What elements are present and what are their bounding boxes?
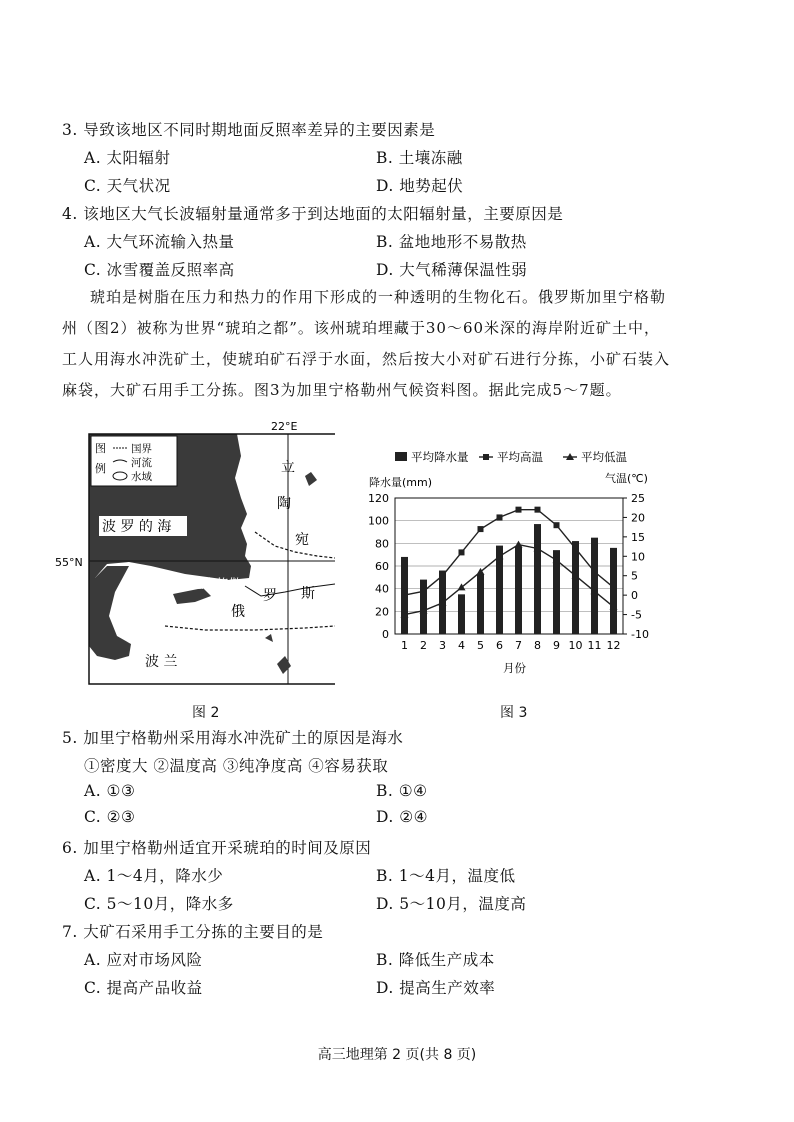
precip-bar xyxy=(610,548,617,634)
russia-label-2: 罗 xyxy=(263,588,277,604)
q6-option-b[interactable]: B. 1～4月，温度低 xyxy=(376,867,516,885)
precip-bar xyxy=(477,574,484,634)
q5-stem: 5. 加里宁格勒州采用海水冲洗矿土的原因是海水 xyxy=(62,729,404,747)
legend-low: 平均低温 xyxy=(581,450,627,464)
passage-line-4: 麻袋，大矿石用手工分拣。图3为加里宁格勒州气候资料图。据此完成5～7题。 xyxy=(62,381,622,399)
kaliningrad-label: 加里宁格勒 xyxy=(179,576,242,591)
precip-bar xyxy=(515,547,522,634)
x-tick-label: 4 xyxy=(458,639,465,652)
q5-option-c[interactable]: C. ②③ xyxy=(84,808,136,826)
x-axis-label: 月份 xyxy=(503,661,526,675)
legend-precip: 平均降水量 xyxy=(411,450,469,464)
q6-option-d[interactable]: D. 5～10月，温度高 xyxy=(376,895,527,913)
left-tick-label: 100 xyxy=(368,514,389,528)
lithuania-label-3: 宛 xyxy=(295,532,309,548)
legend-river-label: 河流 xyxy=(131,457,152,469)
q6-option-c[interactable]: C. 5～10月，降水多 xyxy=(84,895,234,913)
legend-bar-swatch xyxy=(395,452,407,461)
q6-stem: 6. 加里宁格勒州适宜开采琥珀的时间及原因 xyxy=(62,839,372,857)
precip-bar xyxy=(534,524,541,634)
figure-3-climate-chart xyxy=(355,440,667,680)
left-tick-label: 0 xyxy=(382,628,389,641)
right-tick-label: 0 xyxy=(631,589,638,603)
page-footer: 高三地理第 2 页(共 8 页) xyxy=(317,1047,477,1063)
x-tick-label: 7 xyxy=(515,639,522,652)
x-tick-label: 1 xyxy=(401,639,408,652)
figure-2-caption: 图 2 xyxy=(192,705,220,721)
x-tick-label: 12 xyxy=(606,639,621,652)
latitude-label: 55°N xyxy=(55,556,83,569)
high-temp-point xyxy=(440,573,446,579)
q4-option-a[interactable]: A. 大气环流输入热量 xyxy=(84,233,235,251)
high-temp-point xyxy=(478,526,484,532)
x-tick-label: 8 xyxy=(534,639,541,652)
x-tick-label: 5 xyxy=(477,639,484,652)
baltic-sea-label: 波 罗 的 海 xyxy=(102,519,172,535)
longitude-label: 22°E xyxy=(271,420,298,433)
q7-option-b[interactable]: B. 降低生产成本 xyxy=(376,951,495,969)
right-tick-label: -10 xyxy=(631,628,649,641)
russia-label-1: 俄 xyxy=(231,604,245,620)
passage-line-3: 工人用海水冲洗矿土，使琥珀矿石浮于水面，然后按大小对矿石进行分拣，小矿石装入 xyxy=(62,350,671,368)
x-tick-label: 9 xyxy=(553,639,560,652)
x-tick-label: 11 xyxy=(587,639,602,652)
precip-bar xyxy=(572,541,579,634)
high-temp-point xyxy=(421,588,427,594)
q3-option-b[interactable]: B. 土壤冻融 xyxy=(376,149,463,167)
right-tick-label: 10 xyxy=(631,550,645,564)
q5-option-d[interactable]: D. ②④ xyxy=(376,808,429,826)
high-temp-point xyxy=(516,507,522,513)
q7-option-d[interactable]: D. 提高生产效率 xyxy=(376,979,496,997)
q3-option-d[interactable]: D. 地势起伏 xyxy=(376,177,464,195)
right-tick-label: 15 xyxy=(631,530,645,544)
q4-option-c[interactable]: C. 冰雪覆盖反照率高 xyxy=(84,261,235,279)
legend-high: 平均高温 xyxy=(497,450,543,464)
figure-2-map xyxy=(55,416,335,688)
russia-label-3: 斯 xyxy=(301,586,315,602)
right-tick-label: 25 xyxy=(631,492,645,505)
left-tick-label: 40 xyxy=(375,582,389,596)
q7-option-c[interactable]: C. 提高产品收益 xyxy=(84,979,203,997)
right-tick-label: 5 xyxy=(631,569,638,583)
left-axis-label: 降水量(mm) xyxy=(369,476,433,489)
left-tick-label: 80 xyxy=(375,537,389,551)
q3-option-a[interactable]: A. 太阳辐射 xyxy=(84,149,171,167)
right-axis-label: 气温(℃) xyxy=(605,472,648,485)
x-tick-label: 6 xyxy=(496,639,503,652)
high-temp-point xyxy=(402,592,408,598)
x-tick-label: 2 xyxy=(420,639,427,652)
high-temp-point xyxy=(554,522,560,528)
q4-stem: 4. 该地区大气长波辐射量通常多于到达地面的太阳辐射量，主要原因是 xyxy=(62,205,564,223)
poland-label: 波 兰 xyxy=(145,654,178,670)
q3-stem: 3. 导致该地区不同时期地面反照率差异的主要因素是 xyxy=(62,121,436,139)
high-temp-point xyxy=(459,549,465,555)
q3-option-c[interactable]: C. 天气状况 xyxy=(84,177,171,195)
lithuania-label-2: 陶 xyxy=(277,496,291,512)
legend-title-1: 图 xyxy=(95,442,106,455)
low-temp-line xyxy=(405,545,614,615)
high-temp-point xyxy=(497,514,503,520)
left-tick-label: 20 xyxy=(375,605,389,619)
left-tick-label: 60 xyxy=(375,560,389,573)
q5-option-b[interactable]: B. ①④ xyxy=(376,782,428,800)
high-temp-point xyxy=(592,569,598,575)
q4-option-b[interactable]: B. 盆地地形不易散热 xyxy=(376,233,527,251)
high-temp-point xyxy=(611,584,617,590)
passage-line-1: 琥珀是树脂在压力和热力的作用下形成的一种透明的生物化石。俄罗斯加里宁格勒 xyxy=(90,288,667,306)
precip-bar xyxy=(458,594,465,634)
legend-high-marker xyxy=(483,454,489,460)
lithuania-label-1: 立 xyxy=(281,460,295,476)
right-tick-label: -5 xyxy=(631,608,642,622)
high-temp-point xyxy=(535,507,541,513)
x-tick-label: 10 xyxy=(568,639,583,652)
high-temp-line xyxy=(405,510,614,595)
legend-title-2: 例 xyxy=(95,462,106,475)
left-tick-label: 120 xyxy=(368,492,389,505)
passage-line-2: 州（图2）被称为世界“琥珀之都”。该州琥珀埋藏于30～60米深的海岸附近矿土中， xyxy=(62,319,661,337)
q7-stem: 7. 大矿石采用手工分拣的主要目的是 xyxy=(62,923,324,941)
high-temp-point xyxy=(573,546,579,552)
low-temp-point xyxy=(515,541,523,548)
figure-3-caption: 图 3 xyxy=(500,705,528,721)
chart-legend xyxy=(395,450,627,464)
q5-statements: ①密度大 ②温度高 ③纯净度高 ④容易获取 xyxy=(84,757,389,775)
legend-water-label: 水域 xyxy=(131,471,152,483)
legend-border-label: 国界 xyxy=(131,443,152,455)
reading-passage xyxy=(62,282,738,406)
q6-option-a[interactable]: A. 1～4月，降水少 xyxy=(84,867,224,885)
q7-option-a[interactable]: A. 应对市场风险 xyxy=(84,951,203,969)
q4-option-d[interactable]: D. 大气稀薄保温性弱 xyxy=(376,261,528,279)
right-tick-label: 20 xyxy=(631,511,645,525)
precip-bar xyxy=(591,538,598,634)
x-tick-label: 3 xyxy=(439,639,446,652)
q5-option-a[interactable]: A. ①③ xyxy=(84,782,136,800)
